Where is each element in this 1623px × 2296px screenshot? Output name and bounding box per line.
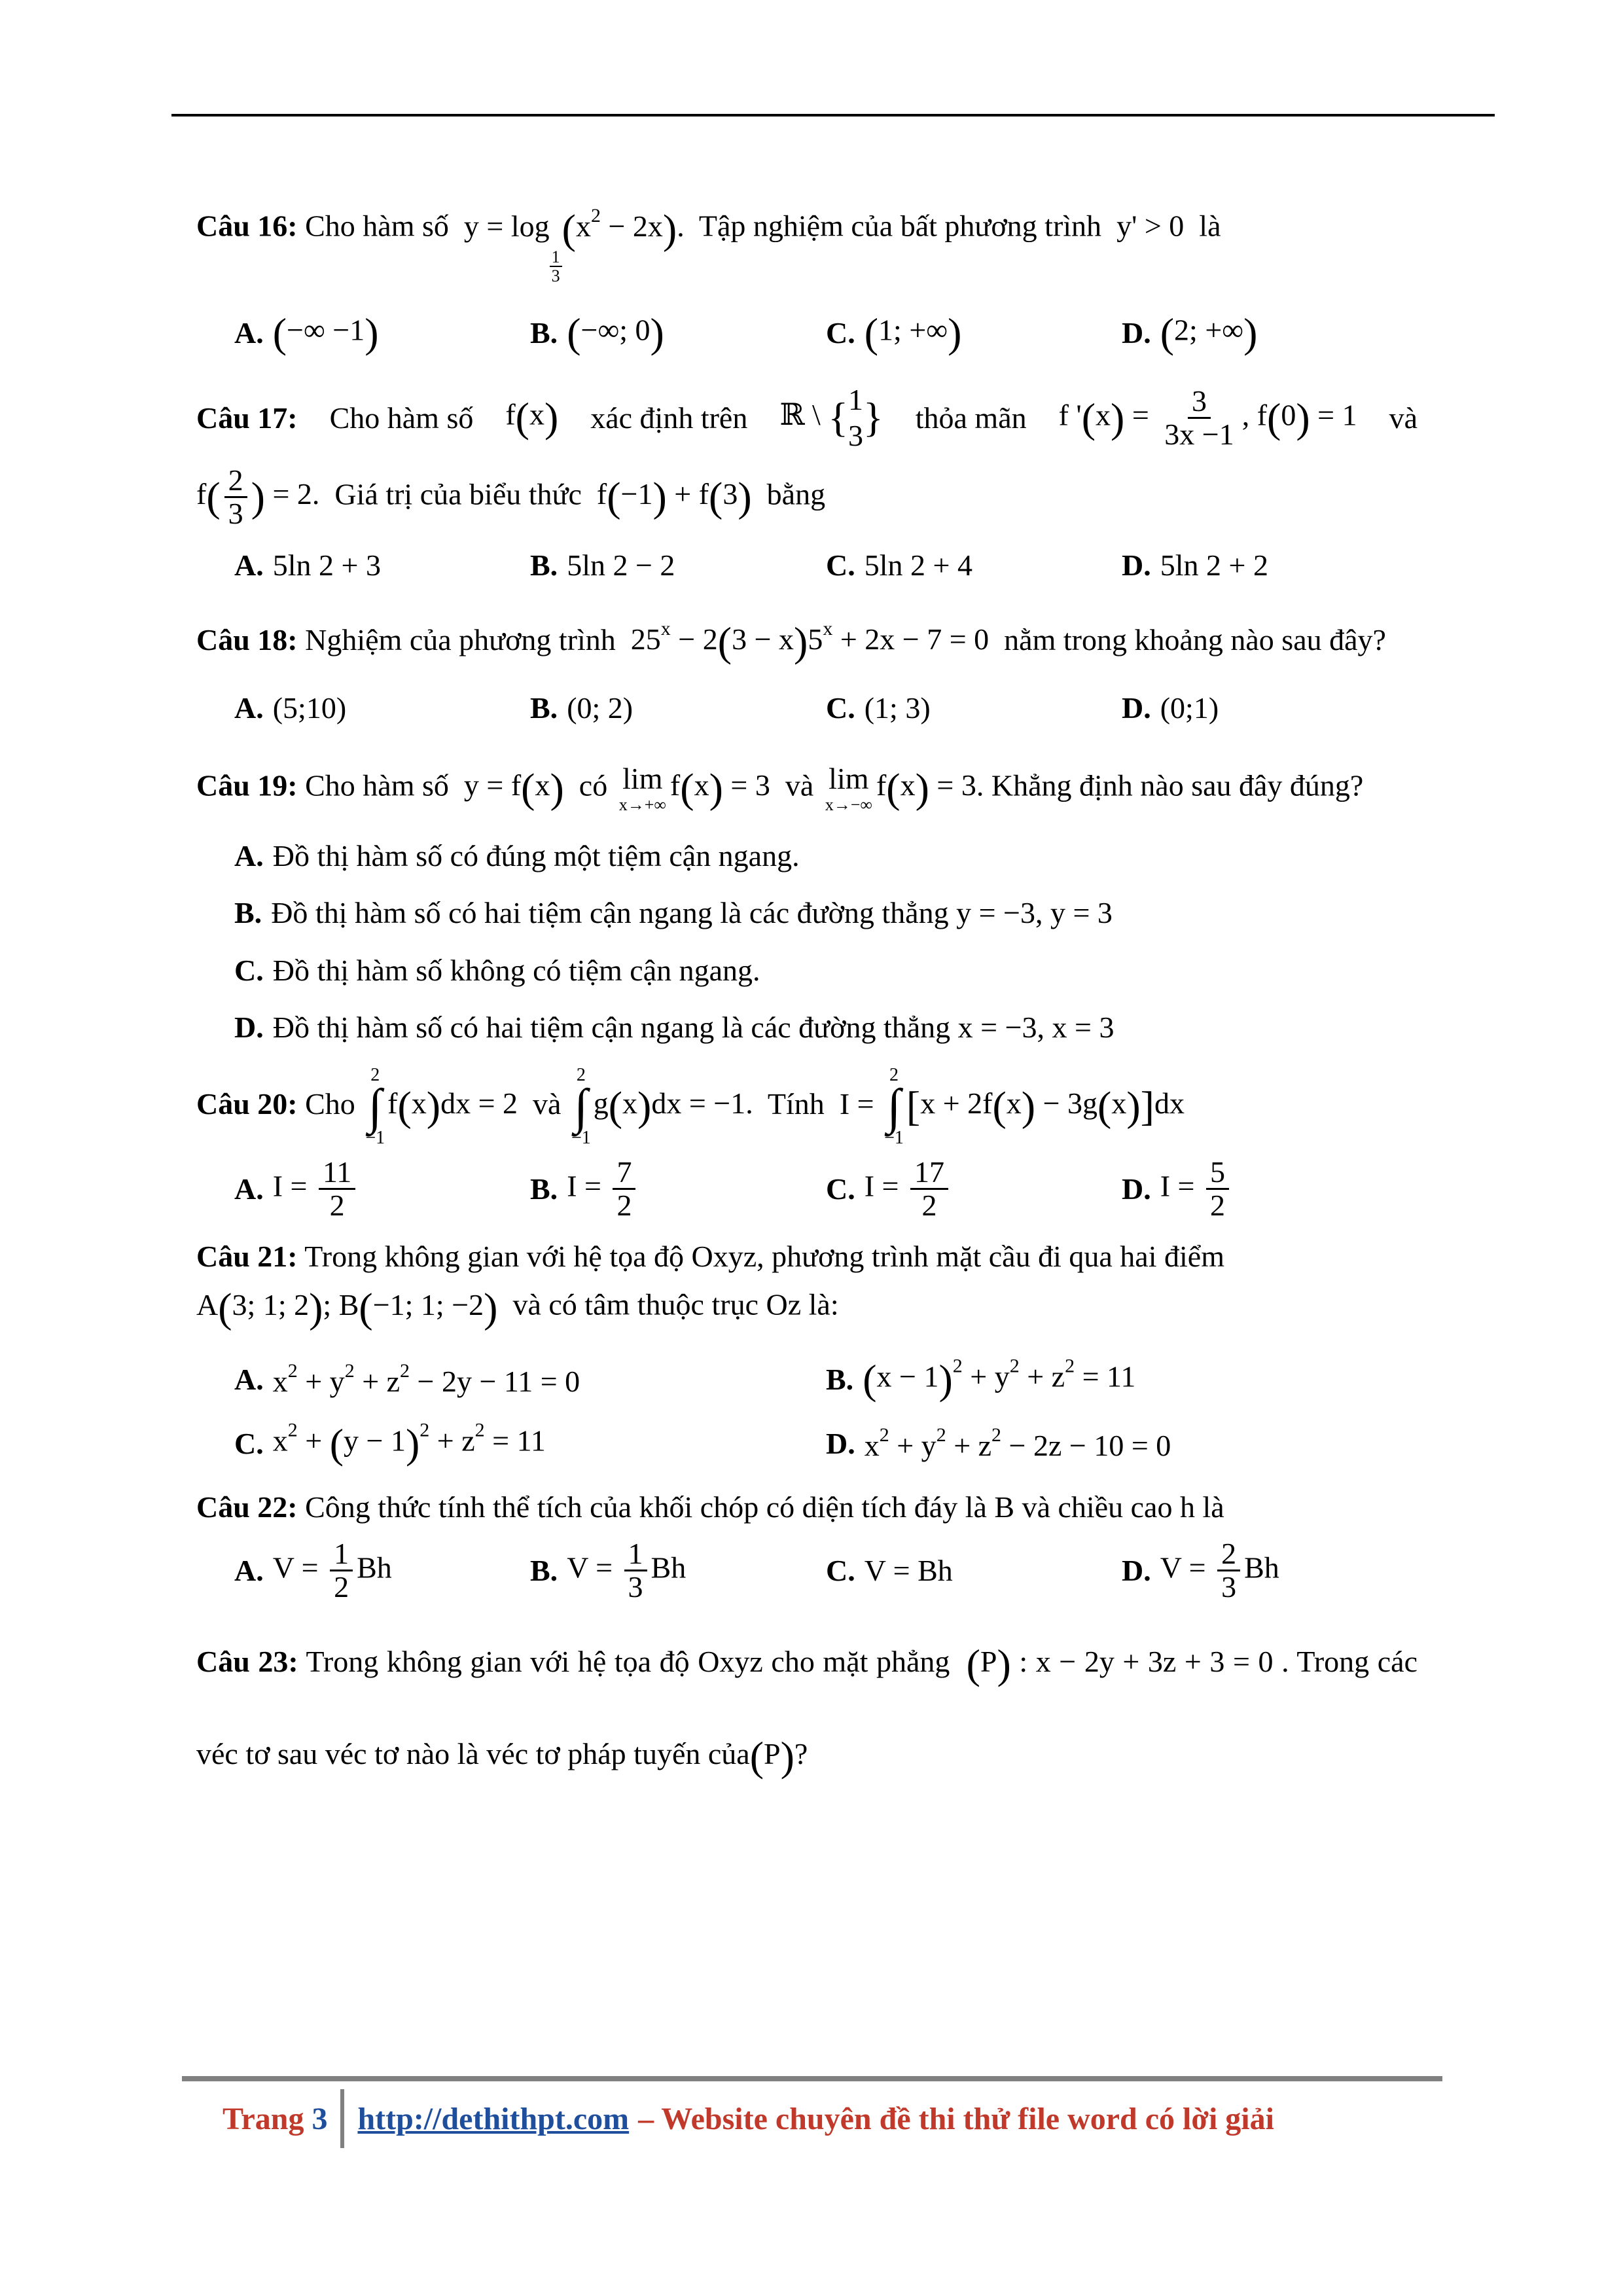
question-20-options: [234, 1157, 1418, 1222]
question-21-label: Câu 21:: [196, 1239, 298, 1273]
option-d[interactable]: D. I = $\frac{5}{2}$: [1122, 1157, 1418, 1222]
question-22-options: [234, 1538, 1418, 1604]
question-16-function: y = log $\frac{1}{3}$ $(x^2 - 2x)$.: [456, 204, 692, 285]
question-16-text: Cho hàm số: [305, 209, 449, 243]
question-16-text-2: Tập nghiệm của bất phương trình: [698, 209, 1102, 243]
footer-tagline: – Website chuyên đề thi thử file word có lời giải: [638, 2101, 1274, 2136]
option-a[interactable]: A. $x^2 + y^2 + z^2 - 2y - 11 = 0$: [234, 1360, 580, 1399]
question-23-stem: Câu 23: Trong không gian với hệ tọa độ Oxyz cho mặt phẳng (P) : x − 2y + 3z + 3 = 0 . Trong các véc tơ sau véc tơ nào là véc tơ pháp tuyến của(P)?: [196, 1641, 1418, 1780]
question-22-stem: Câu 22: Công thức tính thể tích của khối chóp có diện tích đáy là B và chiều cao h là: [196, 1490, 1224, 1524]
option-b[interactable]: B. (0; 2): [530, 691, 633, 725]
page-content: [196, 190, 1418, 1803]
option-c[interactable]: C. (1; 3): [826, 691, 931, 725]
question-21-options-row-1: [234, 1354, 1418, 1406]
question-17-options: [234, 547, 1418, 584]
question-21: [196, 1238, 1418, 1471]
question-16: [196, 203, 1418, 359]
option-b[interactable]: B. Đồ thị hàm số có hai tiệm cận ngang là các đường thẳng y = −3, y = 3: [234, 896, 1113, 930]
top-rule: [171, 114, 1495, 117]
option-c[interactable]: C. Đồ thị hàm số không có tiệm cận ngang.: [234, 953, 760, 987]
page-number: 3: [312, 2101, 328, 2136]
question-20-stem: Câu 20: Cho 2 ∫ −1 f(x)dx = 2 và 2 ∫ −1 g(x)dx = −1. Tính I = 2 ∫ −1 [x + 2f(x) − 3g(x)]dx: [196, 1064, 1185, 1148]
option-c[interactable]: C. (1; +∞): [826, 310, 962, 357]
option-d[interactable]: D. (0;1): [1122, 691, 1219, 725]
option-a[interactable]: A. 5ln 2 + 3: [234, 548, 381, 583]
option-b[interactable]: B. I = $\frac{7}{2}$: [530, 1157, 826, 1222]
option-a[interactable]: A. I = $\frac{11}{2}$: [234, 1157, 530, 1222]
question-20: [196, 1066, 1418, 1222]
question-18: [196, 599, 1418, 727]
question-18-stem: Câu 18: Nghiệm của phương trình $25^x - 2(3 - x)5^x + 2x - 7 = 0$ nằm trong khoảng nào sau đây?: [196, 618, 1386, 666]
question-19-options: [234, 837, 1418, 1047]
option-c[interactable]: C. I = $\frac{17}{2}$: [826, 1157, 1122, 1222]
footer-rule: [182, 2076, 1442, 2081]
option-d[interactable]: D. V = $\frac{2}{3}$ Bh: [1122, 1536, 1279, 1604]
question-16-options: [234, 307, 1418, 359]
option-b[interactable]: B. 5ln 2 − 2: [530, 548, 675, 583]
option-b[interactable]: B. (−∞; 0): [530, 310, 664, 357]
question-17: [196, 382, 1418, 584]
question-19-label: Câu 19:: [196, 768, 298, 802]
question-17-label: Câu 17:: [196, 401, 298, 435]
footer-divider: [340, 2089, 344, 2148]
question-17-stem-2: f( $\frac{2}{3}$ ) = 2. Giá trị của biểu thức f(−1) + f(3) bằng: [196, 463, 826, 530]
option-d[interactable]: D. (2; +∞): [1122, 310, 1258, 357]
question-16-stem: Câu 16: Cho hàm số y = log $\frac{1}{3}$ $(x^2 - 2x)$. Tập nghiệm của bất phương trình y' > 0 là: [196, 204, 1221, 285]
option-d[interactable]: D. 5ln 2 + 2: [1122, 548, 1268, 583]
question-18-label: Câu 18:: [196, 622, 298, 656]
page-label: Trang: [223, 2101, 304, 2136]
option-d[interactable]: D. $x^2 + y^2 + z^2 - 2z - 10 = 0$: [826, 1424, 1171, 1463]
option-c[interactable]: C. 5ln 2 + 4: [826, 548, 972, 583]
question-22: [196, 1488, 1418, 1603]
question-17-stem: Câu 17: Cho hàm số f(x) xác định trên ℝ \ { 1 3 } thỏa mãn f '(x) = $\frac{3}{3x -1}$ , f(0) = 1 và: [196, 383, 1418, 453]
option-a[interactable]: A. V = $\frac{1}{2}$ Bh: [234, 1536, 392, 1604]
question-18-options: [234, 689, 1418, 727]
question-22-label: Câu 22:: [196, 1490, 298, 1524]
question-21-stem-2: A(3; 1; 2); B(−1; 1; −2) và có tâm thuộc trục Oz là:: [196, 1284, 839, 1331]
website-link[interactable]: http://dethithpt.com: [357, 2101, 630, 2136]
question-23: [196, 1619, 1418, 1803]
question-21-options-row-2: [234, 1418, 1418, 1470]
option-b[interactable]: B. V = $\frac{1}{3}$ Bh: [530, 1536, 687, 1604]
question-20-label: Câu 20:: [196, 1086, 298, 1121]
question-21-stem: Câu 21: Trong không gian với hệ tọa độ Oxyz, phương trình mặt cầu đi qua hai điểm: [196, 1239, 1224, 1273]
option-b[interactable]: B. $(x - 1)^2 + y^2 + z^2 = 11$: [826, 1355, 1136, 1403]
option-a[interactable]: A. Đồ thị hàm số có đúng một tiệm cận ngang.: [234, 838, 800, 872]
question-19: [196, 747, 1418, 1047]
question-16-label: Câu 16:: [196, 209, 298, 243]
option-a[interactable]: A. (5;10): [234, 691, 347, 725]
option-c[interactable]: C. V = Bh: [826, 1553, 953, 1587]
option-c[interactable]: C. $x^2 + (y - 1)^2 + z^2 = 11$: [234, 1419, 546, 1467]
option-a[interactable]: A. (−∞ −1): [234, 310, 379, 357]
page-footer: [223, 2089, 1274, 2148]
question-19-stem: Câu 19: Cho hàm số y = f(x) có lim x→+∞ f(x) = 3 và lim x→−∞ f(x) = 3. Khẳng định nào sau đây đúng?: [196, 761, 1364, 814]
question-23-label: Câu 23:: [196, 1645, 298, 1679]
option-d[interactable]: D. Đồ thị hàm số có hai tiệm cận ngang là các đường thẳng x = −3, x = 3: [234, 1011, 1115, 1045]
